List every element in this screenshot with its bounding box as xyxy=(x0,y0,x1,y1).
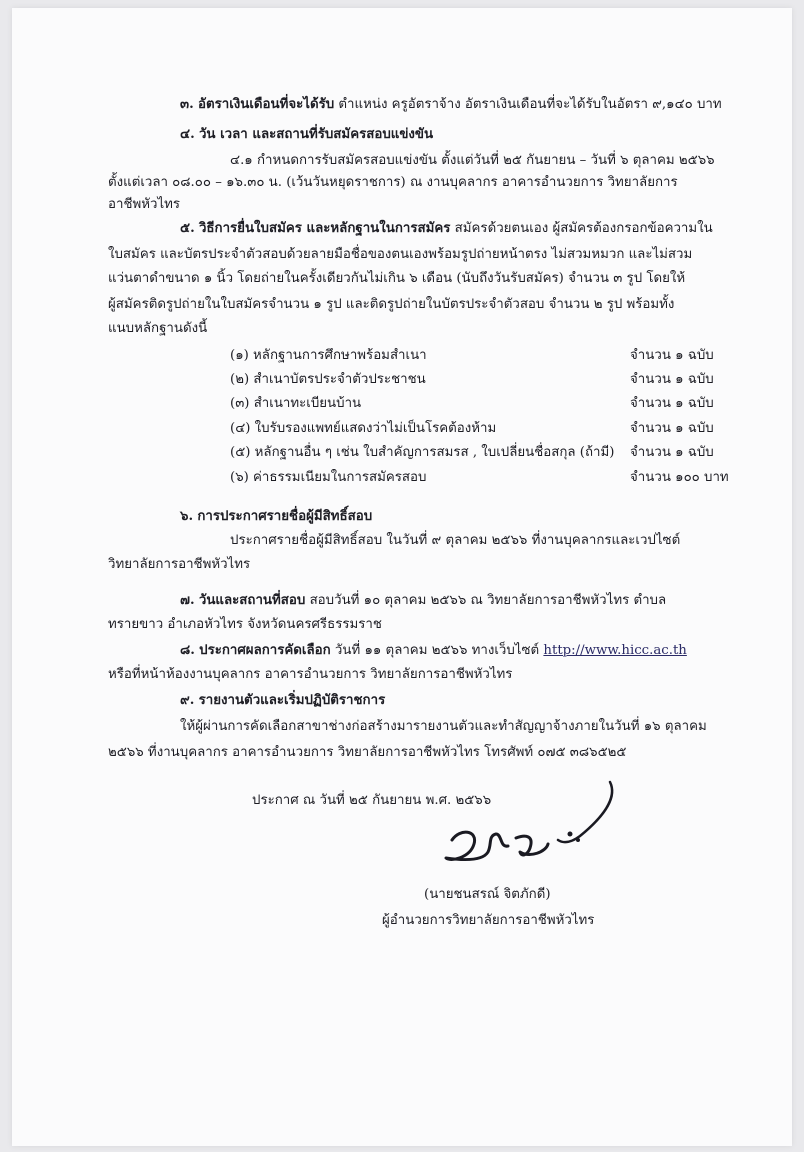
section-7-line-2: ทรายขาว อำเภอหัวไทร จังหวัดนครศรีธรรมราช xyxy=(108,617,382,632)
list-item-amount: จำนวน ๑๐๐ บาท xyxy=(630,470,729,485)
list-item-amount: จำนวน ๑ ฉบับ xyxy=(630,445,714,460)
section-5-line-3: แว่นตาดำขนาด ๑ นิ้ว โดยถ่ายในครั้งเดียวกันไม่เกิน ๖ เดือน (นับถึงวันรับสมัคร) จำนวน ๓ รูป โดยให้ xyxy=(108,271,686,286)
section-6-number: ๖. xyxy=(180,509,194,524)
section-4-line-1: ๔.๑ กำหนดการรับสมัครสอบแข่งขัน ตั้งแต่วันที่ ๒๕ กันยายน – วันที่ ๖ ตุลาคม ๒๕๖๖ xyxy=(230,153,715,168)
section-7-text: สอบวันที่ ๑๐ ตุลาคม ๒๕๖๖ ณ วิทยาลัยการอาชีพหัวไทร ตำบล xyxy=(309,593,667,608)
section-7-number: ๗. xyxy=(180,593,195,608)
section-9-heading-line xyxy=(180,692,385,710)
signer-name: (นายชนสรณ์ จิตภักดี) xyxy=(424,887,551,902)
section-9-number: ๙. xyxy=(180,693,195,708)
section-3-heading: อัตราเงินเดือนที่จะได้รับ xyxy=(197,97,335,112)
section-8-line-2: หรือที่หน้าห้องงานบุคลากร อาคารอำนวยการ วิทยาลัยการอาชีพหัวไทร xyxy=(108,667,513,682)
section-7-heading: วันและสถานที่สอบ xyxy=(198,593,306,608)
section-9-heading: รายงานตัวและเริ่มปฏิบัติราชการ xyxy=(198,693,386,708)
list-item: (๓) สำเนาทะเบียนบ้าน xyxy=(230,396,362,411)
list-item: (๒) สำเนาบัตรประจำตัวประชาชน xyxy=(230,372,426,387)
section-4-line-3: อาชีพหัวไทร xyxy=(108,197,181,212)
announcement-date: ประกาศ ณ วันที่ ๒๕ กันยายน พ.ศ. ๒๕๖๖ xyxy=(252,793,492,808)
section-8-number: ๘. xyxy=(180,643,195,658)
section-4-heading: วัน เวลา และสถานที่รับสมัครสอบแข่งขัน xyxy=(198,127,434,142)
section-8-heading: ประกาศผลการคัดเลือก xyxy=(199,643,331,658)
section-7-line-1 xyxy=(180,592,666,610)
section-6-line-2: วิทยาลัยการอาชีพหัวไทร xyxy=(108,557,251,572)
section-6-line-1: ประกาศรายชื่อผู้มีสิทธิ์สอบ ในวันที่ ๙ ตุลาคม ๒๕๖๖ ที่งานบุคลากรและเวปไซต์ xyxy=(230,533,681,548)
section-4-line-2: ตั้งแต่เวลา ๐๘.๐๐ – ๑๖.๓๐ น. (เว้นวันหยุดราชการ) ณ งานบุคลากร อาคารอำนวยการ วิทยาลัยการ xyxy=(108,175,678,190)
section-9-line-2: ๒๕๖๖ ที่งานบุคลากร อาคารอำนวยการ วิทยาลัยการอาชีพหัวไทร โทรศัพท์ ๐๗๕ ๓๘๖๕๒๕ xyxy=(108,745,627,760)
website-link[interactable]: http://www.hicc.ac.th xyxy=(543,643,687,658)
section-5-text: สมัครด้วยตนเอง ผู้สมัครต้องกรอกข้อความใน xyxy=(454,221,713,236)
required-documents-list xyxy=(230,344,750,494)
section-8-line-1 xyxy=(180,642,687,660)
section-5-line-2: ใบสมัคร และบัตรประจำตัวสอบด้วยลายมือชื่อของตนเองพร้อมรูปถ่ายหน้าตรง ไม่สวมหมวก และไม่สวม xyxy=(108,247,693,262)
section-4-number: ๔. xyxy=(180,127,195,142)
signature-image xyxy=(430,778,630,888)
list-item: (๑) หลักฐานการศึกษาพร้อมสำเนา xyxy=(230,348,427,363)
list-item: (๕) หลักฐานอื่น ๆ เช่น ใบสำคัญการสมรส , ใบเปลี่ยนชื่อสกุล (ถ้ามี) xyxy=(230,445,615,460)
section-9-line-1: ให้ผู้ผ่านการคัดเลือกสาขาช่างก่อสร้างมารายงานตัวและทำสัญญาจ้างภายในวันที่ ๑๖ ตุลาคม xyxy=(180,719,707,734)
section-5-line-1 xyxy=(180,220,713,238)
document-page xyxy=(12,8,792,1146)
signer-position: ผู้อำนวยการวิทยาลัยการอาชีพหัวไทร xyxy=(382,913,595,928)
section-3 xyxy=(180,96,722,114)
list-item-amount: จำนวน ๑ ฉบับ xyxy=(630,348,714,363)
section-6-heading: การประกาศรายชื่อผู้มีสิทธิ์สอบ xyxy=(197,509,373,524)
section-6-heading-line xyxy=(180,508,372,526)
section-5-heading: วิธีการยื่นใบสมัคร และหลักฐานในการสมัคร xyxy=(198,221,451,236)
section-5-number: ๕. xyxy=(180,221,195,236)
list-item-amount: จำนวน ๑ ฉบับ xyxy=(630,421,714,436)
list-item: (๖) ค่าธรรมเนียมในการสมัครสอบ xyxy=(230,470,427,485)
list-item-amount: จำนวน ๑ ฉบับ xyxy=(630,372,714,387)
list-item-amount: จำนวน ๑ ฉบับ xyxy=(630,396,714,411)
section-8-text: วันที่ ๑๑ ตุลาคม ๒๕๖๖ ทางเว็บไซต์ xyxy=(334,643,540,658)
section-3-number: ๓. xyxy=(180,97,194,112)
section-3-text: ตำแหน่ง ครูอัตราจ้าง อัตราเงินเดือนที่จะได้รับในอัตรา ๙,๑๔๐ บาท xyxy=(338,97,722,112)
section-5-line-5: แนบหลักฐานดังนี้ xyxy=(108,321,208,336)
section-4-heading-line xyxy=(180,126,433,144)
section-5-line-4: ผู้สมัครติดรูปถ่ายในใบสมัครจำนวน ๑ รูป และติดรูปถ่ายในบัตรประจำตัวสอบ จำนวน ๒ รูป พร้อมทั้ง xyxy=(108,297,675,312)
list-item: (๔) ใบรับรองแพทย์แสดงว่าไม่เป็นโรคต้องห้าม xyxy=(230,421,497,436)
